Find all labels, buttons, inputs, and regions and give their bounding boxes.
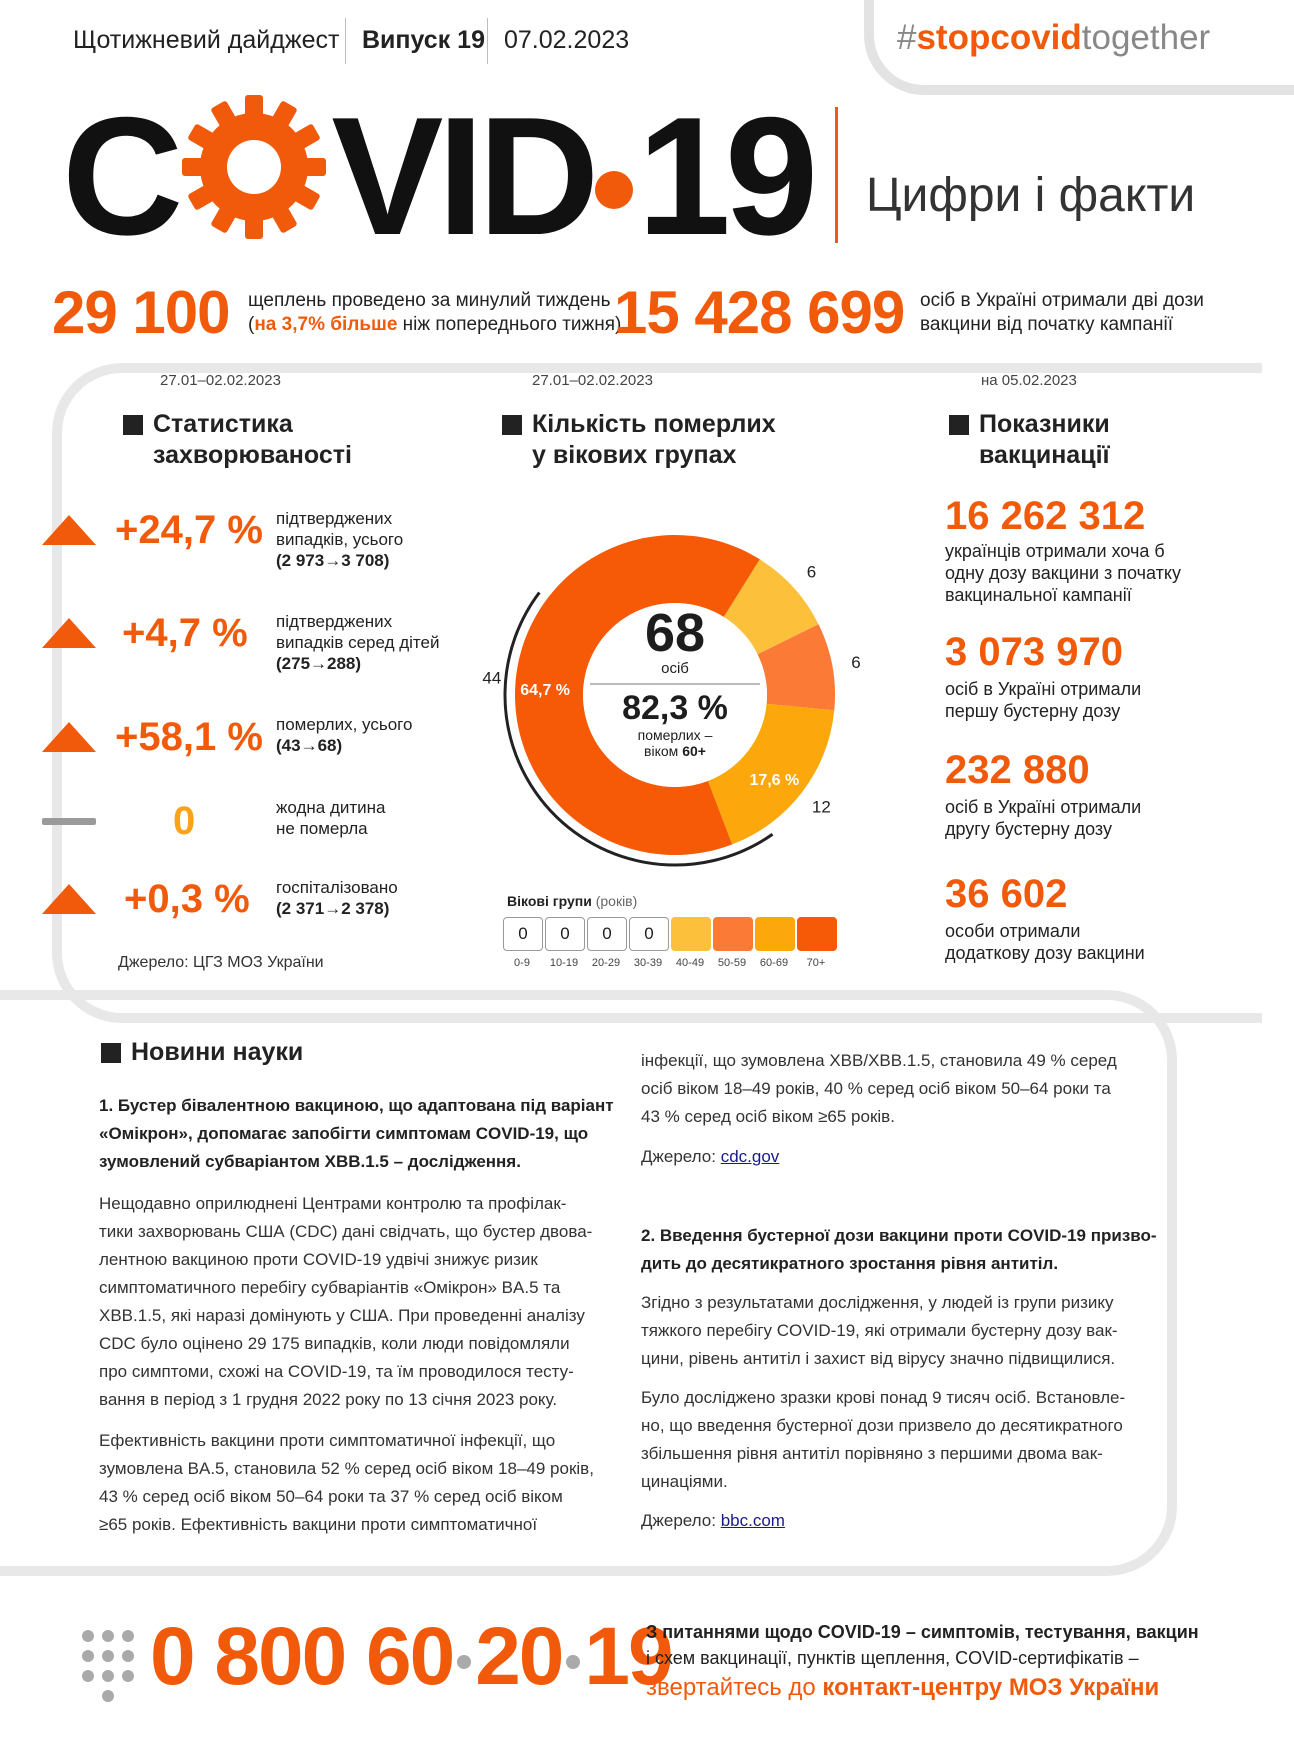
stat-desc: підтверджених випадків, усього (2 973→3 708) xyxy=(276,509,404,570)
slice-value-label: 6 xyxy=(851,652,861,672)
age-group-label: 40-49 xyxy=(675,957,705,969)
age-group-box: 0 xyxy=(503,917,543,951)
virus-gear-icon xyxy=(179,92,329,242)
center-divider xyxy=(590,683,760,685)
article1-source: Джерело: cdc.gov xyxy=(641,1147,780,1166)
cdc-link[interactable]: cdc.gov xyxy=(720,1147,780,1166)
stat-value: +24,7 % xyxy=(115,508,263,552)
issue-date: 07.02.2023 xyxy=(504,26,630,54)
square-bullet-icon xyxy=(101,1043,121,1063)
vacc-booster1-desc: осіб в Україні отримали першу бустерну дозу xyxy=(945,679,1142,721)
age-group-box: 0 xyxy=(545,917,585,951)
weekly-vaccinations-desc: щеплень проведено за минулий тиждень (на 3,7% більше ніж попереднього тижня) xyxy=(248,290,622,335)
vacc-booster2-number: 232 880 xyxy=(945,748,1090,792)
age-group-label: 10-19 xyxy=(549,957,579,969)
weekly-vaccinations-number: 29 100 xyxy=(52,279,230,346)
article1-paragraph: Нещодавно оприлюднені Центрами контролю та профілак- тики захворювань США (CDC) дані свідчать, що бустер двова- лентною вакциною проти COVID-19 удвічі знижує ризик симптоматичного перебігу субваріантів «Омікрон» BA.5 та XBB.1.5, які наразі домінують у США. При проведенні аналізу CDC було оцінено 29 175 випадків, коли люди повідомляли про симптоми, схожі на COVID-19, та їм проводилося тесту- вання в період з 1 грудня 2022 року по 13 січня 2023 року. xyxy=(99,1194,593,1409)
vacc-booster1-number: 3 073 970 xyxy=(945,630,1123,674)
trend-up-icon xyxy=(42,618,96,648)
stat-value: +4,7 % xyxy=(122,611,248,655)
deaths-share: 82,3 % xyxy=(622,689,728,727)
trend-up-icon xyxy=(42,884,96,914)
deaths-total: 68 xyxy=(644,603,706,663)
keypad-icon xyxy=(80,1628,136,1706)
stat-desc: госпіталізовано (2 371→2 378) xyxy=(276,878,398,918)
age-group-box xyxy=(713,917,753,951)
age-group-box xyxy=(755,917,795,951)
stat-value: 0 xyxy=(173,799,196,843)
footer-line1: З питаннями щодо COVID-19 – симптомів, тестування, вакцин xyxy=(646,1622,1199,1642)
vaccination-date: на 05.02.2023 xyxy=(981,372,1077,389)
article2-paragraph: Згідно з результатами дослідження, у людей із групи ризику тяжкого перебігу COVID-19, які отримали бустерну дозу вак- цини, рівень антитіл і захист від вірусу значно підвищилися. xyxy=(641,1293,1118,1368)
stats-source: Джерело: ЦГЗ МОЗ України xyxy=(118,954,324,971)
deaths-title: Кількість померлих у вікових групах xyxy=(532,409,776,471)
stat-desc: жодна дитина не померла xyxy=(276,798,386,838)
slice-value-label: 6 xyxy=(806,562,817,582)
donut-center xyxy=(590,603,760,759)
trend-up-icon xyxy=(42,515,96,545)
issue-number: Випуск 19 xyxy=(362,26,485,54)
digest-label: Щотижневий дайджест xyxy=(73,26,340,54)
two-doses-number: 15 428 699 xyxy=(614,279,905,346)
article1-headline: 1. Бустер бівалентною вакциною, що адаптована під варіант «Омікрон», допомагає запобігти симптомам COVID-19, що зумовлений субваріантом XBB.1.5 – дослідження. xyxy=(99,1096,614,1171)
stat-desc: підтверджених випадків серед дітей (275→288) xyxy=(276,612,440,673)
vacc-additional-desc: особи отримали додаткову дозу вакцини xyxy=(945,921,1145,963)
vacc-booster2-desc: осіб в Україні отримали другу бустерну дозу xyxy=(945,797,1142,839)
deaths-unit: осіб xyxy=(661,660,689,677)
age-group-box xyxy=(671,917,711,951)
slice-value-label: 44 xyxy=(482,668,502,688)
page-subtitle: Цифри і факти xyxy=(866,169,1196,222)
age-group-label: 70+ xyxy=(806,957,826,969)
age-group-box: 0 xyxy=(587,917,627,951)
vaccination-title: Показники вакцинації xyxy=(979,409,1110,471)
header-divider xyxy=(345,18,346,64)
age-group-label: 60-69 xyxy=(759,957,789,969)
footer-line2: і схем вакцинації, пунктів щеплення, COVID-сертифікатів – xyxy=(646,1648,1139,1668)
age-group-box: 0 xyxy=(629,917,669,951)
vacc-one-dose-desc: українців отримали хоча б одну дозу вакцини з початку вакцинальної кампанії xyxy=(945,541,1181,605)
square-bullet-icon xyxy=(502,415,522,435)
vacc-one-dose-number: 16 262 312 xyxy=(945,494,1146,538)
morbidity-title: Статистика захворюваності xyxy=(153,409,352,471)
article2-paragraph: Було досліджено зразки крові понад 9 тисяч осіб. Встановле- но, що введення бустерної дози призвело до десятикратного збільшення рівня антитіл порівняно з першими двома вак- цинаціями. xyxy=(641,1388,1126,1491)
covid-logo: C VID 19 xyxy=(62,82,813,270)
slice-percent-label: 64,7 % xyxy=(520,681,571,699)
age-group-label: 50-59 xyxy=(717,957,747,969)
age-group-label: 30-39 xyxy=(633,957,663,969)
article1-paragraph: інфекції, що зумовлена XBB/XBB.1.5, становила 49 % серед осіб віком 18–49 років, 40 % серед осіб віком 50–64 роки та 43 % серед осіб віком ≥65 років. xyxy=(641,1051,1117,1126)
stat-value: +58,1 % xyxy=(115,715,263,759)
age-group-box xyxy=(797,917,837,951)
title-divider xyxy=(835,107,838,243)
hotline-number[interactable]: 0 800 60 20 19 xyxy=(150,1611,672,1702)
slice-value-label: 12 xyxy=(811,797,831,817)
stat-value: +0,3 % xyxy=(124,877,250,921)
logo-dot xyxy=(595,171,633,209)
age-group-label: 0-9 xyxy=(514,957,530,969)
two-doses-desc: осіб в Україні отримали дві дози вакцини від початку кампанії xyxy=(920,290,1204,335)
hashtag: #stopcovidtogether xyxy=(897,18,1211,57)
stats-date: 27.01–02.02.2023 xyxy=(160,372,281,389)
trend-up-icon xyxy=(42,722,96,752)
article1-paragraph: Ефективність вакцини проти симптоматичної інфекції, що зумовлена BA.5, становила 52 % серед осіб віком 18–49 років, 43 % серед осіб віком 50–64 роки та 37 % серед осіб віком ≥65 років. Ефективність вакцини проти симптоматичної xyxy=(99,1431,594,1534)
header-divider xyxy=(487,18,488,64)
deaths-share-desc: померлих – віком 60+ xyxy=(637,727,713,759)
news-title: Новини науки xyxy=(131,1037,303,1068)
stat-desc: померлих, усього (43→68) xyxy=(276,715,413,755)
slice-percent-label: 17,6 % xyxy=(749,771,800,789)
bbc-link[interactable]: bbc.com xyxy=(720,1511,785,1530)
age-legend-title: Вікові групи (років) xyxy=(507,893,638,909)
article2-source: Джерело: bbc.com xyxy=(641,1511,785,1530)
deaths-date: 27.01–02.02.2023 xyxy=(532,372,653,389)
vacc-additional-number: 36 602 xyxy=(945,872,1068,916)
footer-line3: звертайтесь до контакт-центру МОЗ України xyxy=(646,1674,1160,1701)
square-bullet-icon xyxy=(123,415,143,435)
age-group-label: 20-29 xyxy=(591,957,621,969)
square-bullet-icon xyxy=(949,415,969,435)
article2-headline: 2. Введення бустерної дози вакцини проти COVID-19 призво- дить до десятикратного зростання рівня антитіл. xyxy=(641,1226,1157,1273)
trend-flat-icon xyxy=(42,818,96,825)
